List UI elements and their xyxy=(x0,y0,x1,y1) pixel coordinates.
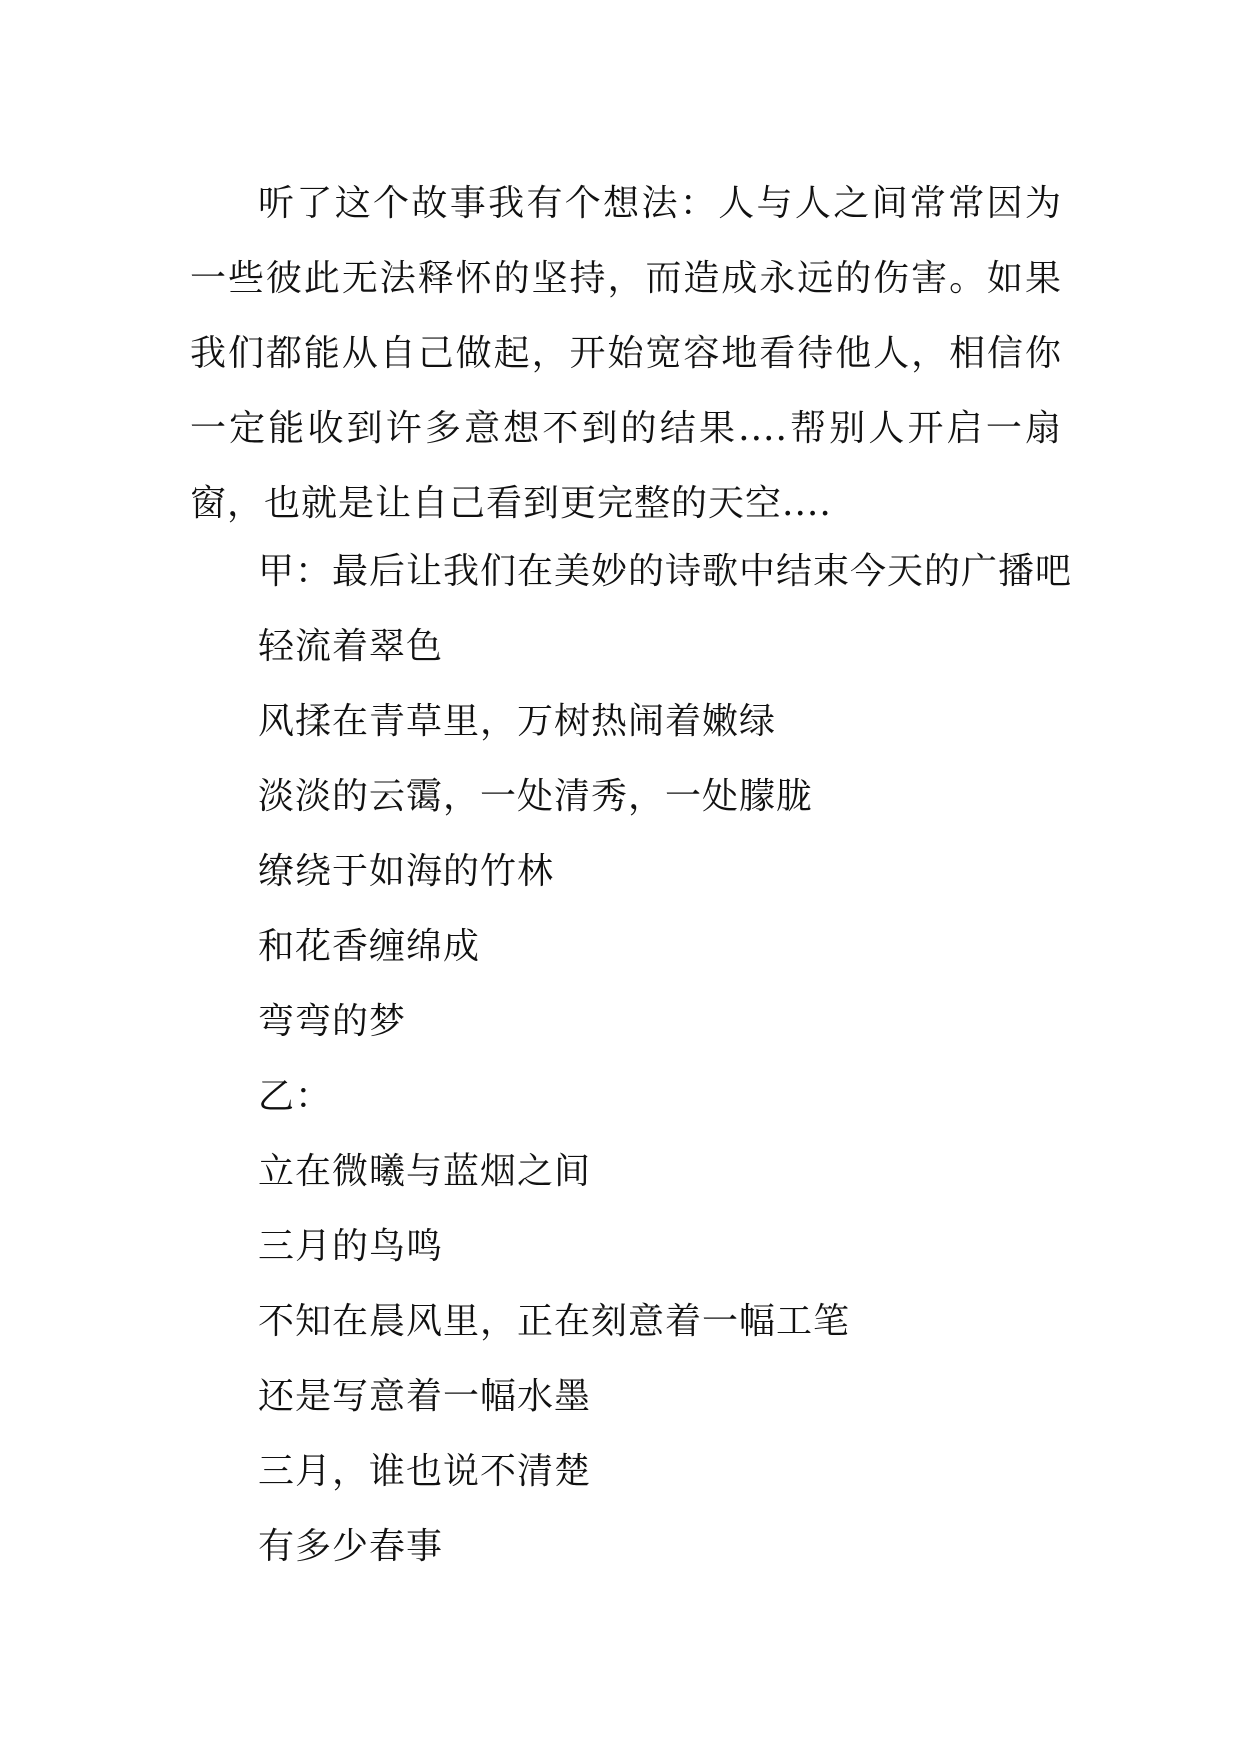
text-line: 三月，谁也说不清楚 xyxy=(258,1451,592,1492)
text-line: 还是写意着一幅水墨 xyxy=(258,1376,592,1417)
text-line: 立在微曦与蓝烟之间 xyxy=(258,1151,592,1192)
poem-lines xyxy=(258,534,1072,1584)
text-line: 有多少春事 xyxy=(258,1526,444,1567)
body-paragraph: 听了这个故事我有个想法：人与人之间常常因为一些彼此无法释怀的坚持，而造成永远的伤害。如果我们都能从自己做起，开始宽容地看待他人，相信你一定能收到许多意想不到的结果....帮别人开启一扇窗，也就是让自己看到更完整的天空.... xyxy=(190,183,1062,524)
text-line: 和花香缠绵成 xyxy=(258,926,481,967)
text-line: 弯弯的梦 xyxy=(258,1001,407,1042)
text-line: 轻流着翠色 xyxy=(258,626,444,667)
text-line: 风揉在青草里，万树热闹着嫩绿 xyxy=(258,701,777,742)
text-line: 甲：最后让我们在美妙的诗歌中结束今天的广播吧 xyxy=(258,551,1073,592)
text-line: 缭绕于如海的竹林 xyxy=(258,851,555,892)
text-line: 乙： xyxy=(258,1076,333,1117)
text-line: 不知在晨风里，正在刻意着一幅工笔 xyxy=(258,1301,851,1342)
text-line: 淡淡的云霭，一处清秀，一处朦胧 xyxy=(258,776,814,817)
text-line: 三月的鸟鸣 xyxy=(258,1226,444,1267)
